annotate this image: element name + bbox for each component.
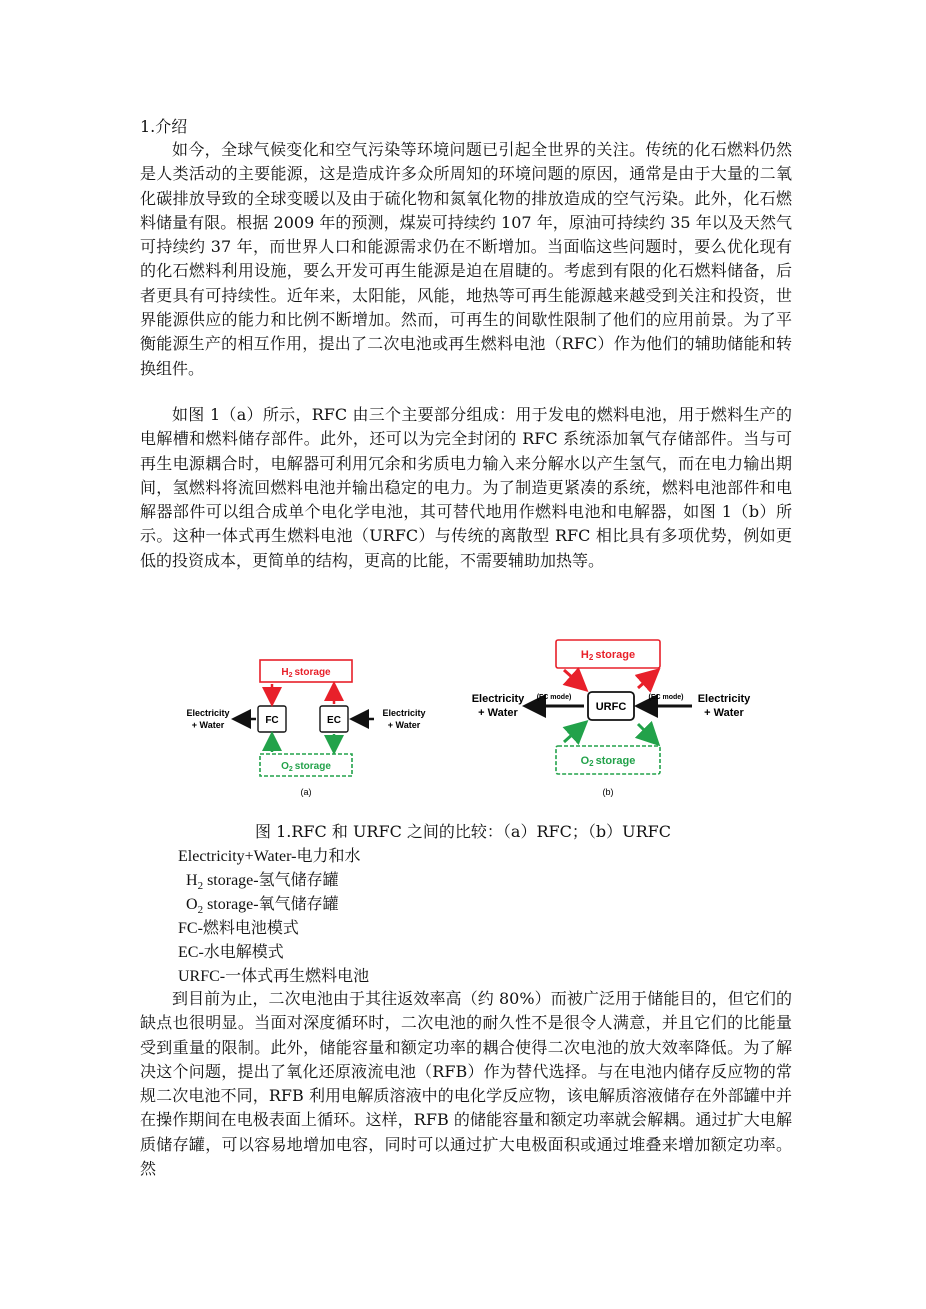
gloss-line-5: EC-水电解模式: [178, 944, 284, 961]
panel-b: [472, 640, 751, 797]
b-left-label-2: + Water: [478, 707, 518, 719]
ec-mode-label: (EC mode): [648, 694, 684, 701]
paragraph-3-container: [140, 987, 792, 1181]
a-right-label-2: + Water: [387, 720, 421, 730]
gloss-line-6: URFC-一体式再生燃料电池: [178, 968, 370, 985]
fc-mode-label: (FC mode): [536, 694, 572, 701]
arrow-urfc-to-o2: [638, 724, 656, 742]
urfc-label: URFC: [595, 701, 627, 713]
a-right-label-1: Electricity: [382, 708, 426, 718]
gloss-line-3: $O_2$ storage-氧气储存罐: [186, 896, 339, 917]
gloss-line-4: FC-燃料电池模式: [178, 920, 299, 937]
paragraph-2: 如图 1（a）所示，RFC 由三个主要部分组成：用于发电的燃料电池，用于燃料生产的电解槽和燃料储存部件。此外，还可以为完全封闭的 RFC 系统添加氧气存储部件。当与可再生电源耦合时，电解器可利用冗余和劣质电力输入来分解水以产生氢气，而在电力输出期间，氢燃料将流回燃料电池并输出稳定的电力。为了制造更紧凑的系统，燃料电池部件和电解器部件可以组合成单个电化学电池，其可替代地用作燃料电池和电解器，如图 1（b）所示。这种一体式再生燃料电池（URFC）与传统的离散型 RFC 相比具有多项优势，例如更低的投资成本，更简单的结构，更高的比能，不需要辅助加热等。: [140, 405, 792, 570]
paragraph-1: 如今，全球气候变化和空气污染等环境问题已引起全世界的关注。传统的化石燃料仍然是人类活动的主要能源，这是造成许多众所周知的环境问题的原因，通常是由于大量的二氧化碳排放导致的全球变暖以及由于硫化物和氮氧化物的排放造成的空气污染。此外，化石燃料储量有限。根据 2009 年的预测，煤炭可持续约 107 年，原油可持续约 35 年以及天然气可持续约 37 年，而世界人口和能源需求仍在不断增加。当面临这些问题时，要么优化现有的化石燃料利用设施，要么开发可再生能源是迫在眉睫的。考虑到有限的化石燃料储备，后者更具有可持续性。近年来，太阳能，风能，地热等可再生能源越来越受到关注和投资，世界能源供应的能力和比例不断增加。然而，可再生的间歇性限制了他们的应用前景。为了平衡能源生产的相互作用，提出了二次电池或再生燃料电池（RFC）作为他们的辅助储能和转换组件。: [140, 140, 792, 378]
h2-storage-label-b: H2 storage: [580, 649, 636, 662]
arrow-o2-to-urfc: [564, 724, 584, 742]
o2-storage-label-a: $O_2$ storage: [281, 761, 331, 773]
b-left-label-1: Electricity: [471, 693, 525, 705]
h2-storage-label-a: $H_2$ storage: [281, 667, 331, 679]
panel-a: [186, 660, 425, 797]
paragraph-2-container: [140, 403, 792, 573]
panel-a-label: (a): [300, 787, 312, 797]
rfc-urfc-figure: [180, 632, 760, 812]
panel-b-label: (b): [602, 787, 614, 797]
a-left-label-1: Electricity: [186, 708, 230, 718]
b-right-label-2: + Water: [704, 707, 744, 719]
paragraph-3: 到目前为止，二次电池由于其往返效率高（约 80%）而被广泛用于储能目的，但它们的缺点也很明显。当面对深度循环时，二次电池的耐久性不是很令人满意，并且它们的比能量受到重量的限制。此外，储能容量和额定功率的耦合使得二次电池的放大效率降低。为了解决这个问题，提出了氧化还原液流电池（RFB）作为替代选择。与在电池内储存反应物的常规二次电池不同，RFB 利用电解质溶液中的电化学反应物，该电解质溶液储存在外部罐中并在操作期间在电极表面上循环。这样，RFB 的储能容量和额定功率就会解耦。通过扩大电解质储存罐，可以容易地增加电容，同时可以通过扩大电极面积或通过堆叠来增加额定功率。然: [140, 989, 792, 1179]
arrow-h2-to-urfc: [564, 670, 584, 688]
o2-storage-label-b: O2 storage: [580, 755, 636, 768]
b-right-label-1: Electricity: [697, 693, 751, 705]
gloss-line-2: $H_2$ storage-氢气储存罐: [186, 872, 339, 893]
a-left-label-2: + Water: [191, 720, 225, 730]
ec-label: EC: [327, 715, 341, 726]
figure-caption: 图 1.RFC 和 URFC 之间的比较：（a）RFC；（b）URFC: [255, 822, 671, 841]
fc-label: FC: [265, 715, 279, 726]
gloss-line-1: Electricity+Water-电力和水: [178, 848, 361, 865]
paragraph-1-container: [140, 138, 792, 381]
arrow-urfc-to-h2: [638, 672, 656, 688]
section-heading: 1.介绍: [140, 117, 188, 136]
